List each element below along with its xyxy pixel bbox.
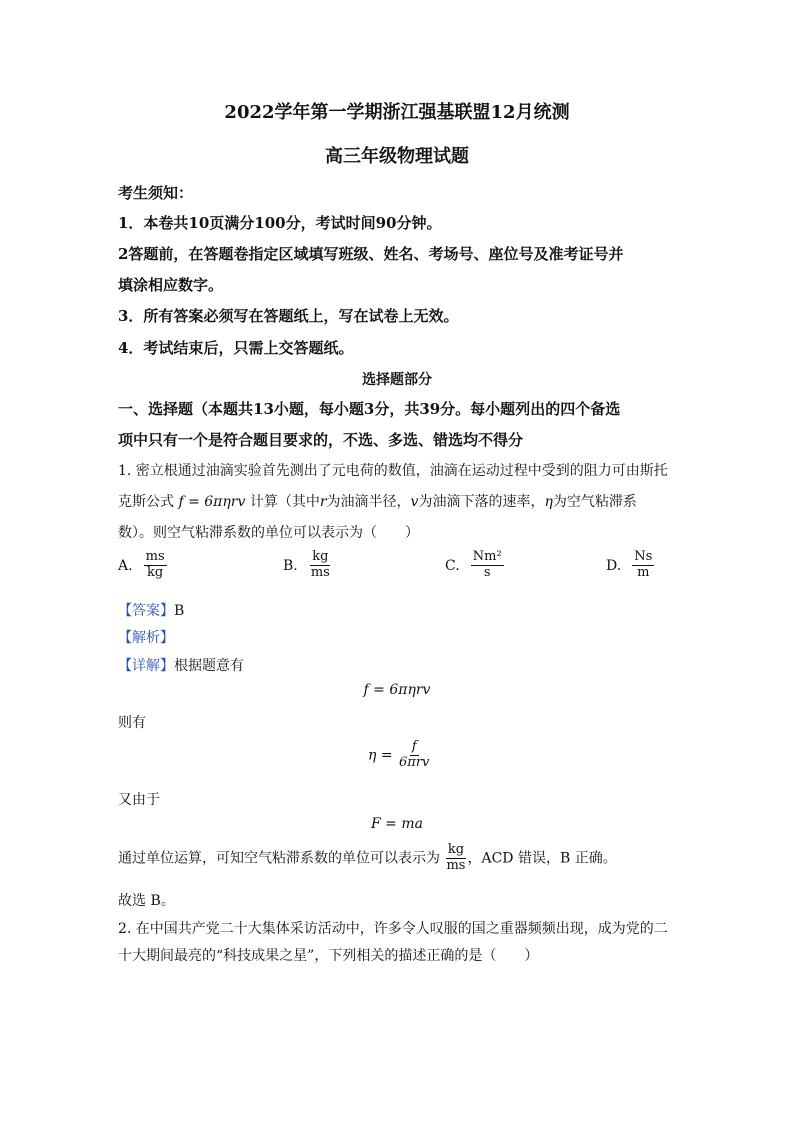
fraction-denominator: s [483, 564, 491, 580]
fraction-numerator: ms [145, 549, 165, 564]
section-heading-line2: 项中只有一个是符合题目要求的，不选、多选、错选均不得分 [118, 431, 524, 449]
fraction-numerator: kg [447, 842, 465, 857]
option-fraction [309, 550, 332, 581]
question-1-line3: 数）。则空气粘滞系数的单位可以表示为（ ） [118, 525, 419, 541]
fraction-numerator: f [411, 739, 417, 754]
option-a[interactable] [118, 550, 167, 581]
equation-left: η = [368, 747, 393, 764]
option-b[interactable] [283, 550, 332, 581]
option-label: B. [283, 557, 298, 574]
conclusion-line [118, 843, 617, 874]
fraction-numerator: kg [312, 549, 329, 564]
final-answer: 故选 B。 [118, 893, 175, 909]
question-1-line1: 1. 密立根通过油滴实验首先测出了元电荷的数值，油滴在运动过程中受到的阻力可由斯托 [118, 463, 668, 479]
question-2-line2: 十大期间最亮的“科技成果之星”，下列相关的描述正确的是（ ） [118, 948, 539, 964]
exam-subtitle: 高三年级物理试题 [325, 146, 469, 167]
text-segment: 克斯公式 [118, 494, 174, 510]
answer-value: B [174, 603, 185, 619]
fraction-denominator: ms [310, 564, 330, 580]
fraction-denominator: kg [147, 564, 164, 580]
then-text: 则有 [118, 715, 146, 731]
part-title: 选择题部分 [362, 372, 432, 388]
text-segment: 计算（其中 [249, 494, 320, 510]
fraction-denominator: m [637, 564, 650, 580]
text-segment: 为油滴半径， [326, 494, 411, 510]
text-segment: 通过单位运算，可知空气粘滞系数的单位可以表示为 [118, 850, 440, 867]
option-label: A. [118, 557, 133, 574]
question-1-line2 [118, 491, 637, 511]
notice-item: 4．考试结束后，只需上交答题纸。 [118, 339, 354, 357]
question-2-line1: 2. 在中国共产党二十大集体采访活动中，许多令人叹服的国之重器频频出现，成为党的二 [118, 921, 668, 937]
option-c[interactable] [445, 550, 504, 581]
detail-line [118, 655, 244, 675]
fraction-numerator: Nm² [472, 549, 502, 564]
equation-2 [368, 740, 431, 771]
text-segment: 为空气粘滞系 [552, 494, 637, 510]
notice-item: 3．所有答案必须写在答题纸上，写在试卷上无效。 [118, 307, 459, 325]
option-fraction [471, 550, 504, 581]
exam-title: 2022学年第一学期浙江强基联盟12月统测 [224, 102, 570, 123]
detail-text: 根据题意有 [174, 658, 244, 674]
fraction-denominator: 6πrv [399, 754, 430, 770]
option-fraction [144, 550, 167, 581]
symbol-v: v [410, 494, 419, 510]
notice-heading: 考生须知： [118, 184, 194, 202]
section-heading-line1: 一、选择题（本题共13小题，每小题3分，共39分。每小题列出的四个备选 [118, 400, 621, 418]
equation-fraction [397, 740, 431, 771]
option-label: D. [606, 557, 622, 574]
text-segment: ，ACD 错误，B 正确。 [467, 850, 617, 867]
answer-tag: 【答案】 [118, 603, 174, 619]
answer-line [118, 600, 184, 620]
symbol-eta: η [544, 494, 553, 510]
analysis-tag: 【解析】 [118, 630, 174, 646]
detail-tag: 【详解】 [118, 658, 174, 674]
unit-fraction [444, 843, 467, 874]
notice-item: 填涂相应数字。 [118, 276, 224, 294]
equation-1: f = 6πηrv [363, 682, 431, 698]
notice-item: 1．本卷共10页满分100分，考试时间90分钟。 [118, 214, 442, 232]
text-segment: 为油滴下落的速率， [418, 494, 545, 510]
fraction-numerator: Ns [634, 549, 653, 564]
equation-3: F = ma [371, 816, 423, 832]
option-fraction [632, 550, 654, 581]
option-label: C. [445, 557, 460, 574]
stokes-formula: f = 6πηrv [178, 494, 246, 510]
symbol-r: r [319, 494, 327, 510]
option-d[interactable] [606, 550, 654, 581]
also-text: 又由于 [118, 792, 160, 808]
notice-item: 2答题前，在答题卷指定区域填写班级、姓名、考场号、座位号及准考证号并 [118, 245, 624, 263]
fraction-denominator: ms [446, 857, 466, 873]
